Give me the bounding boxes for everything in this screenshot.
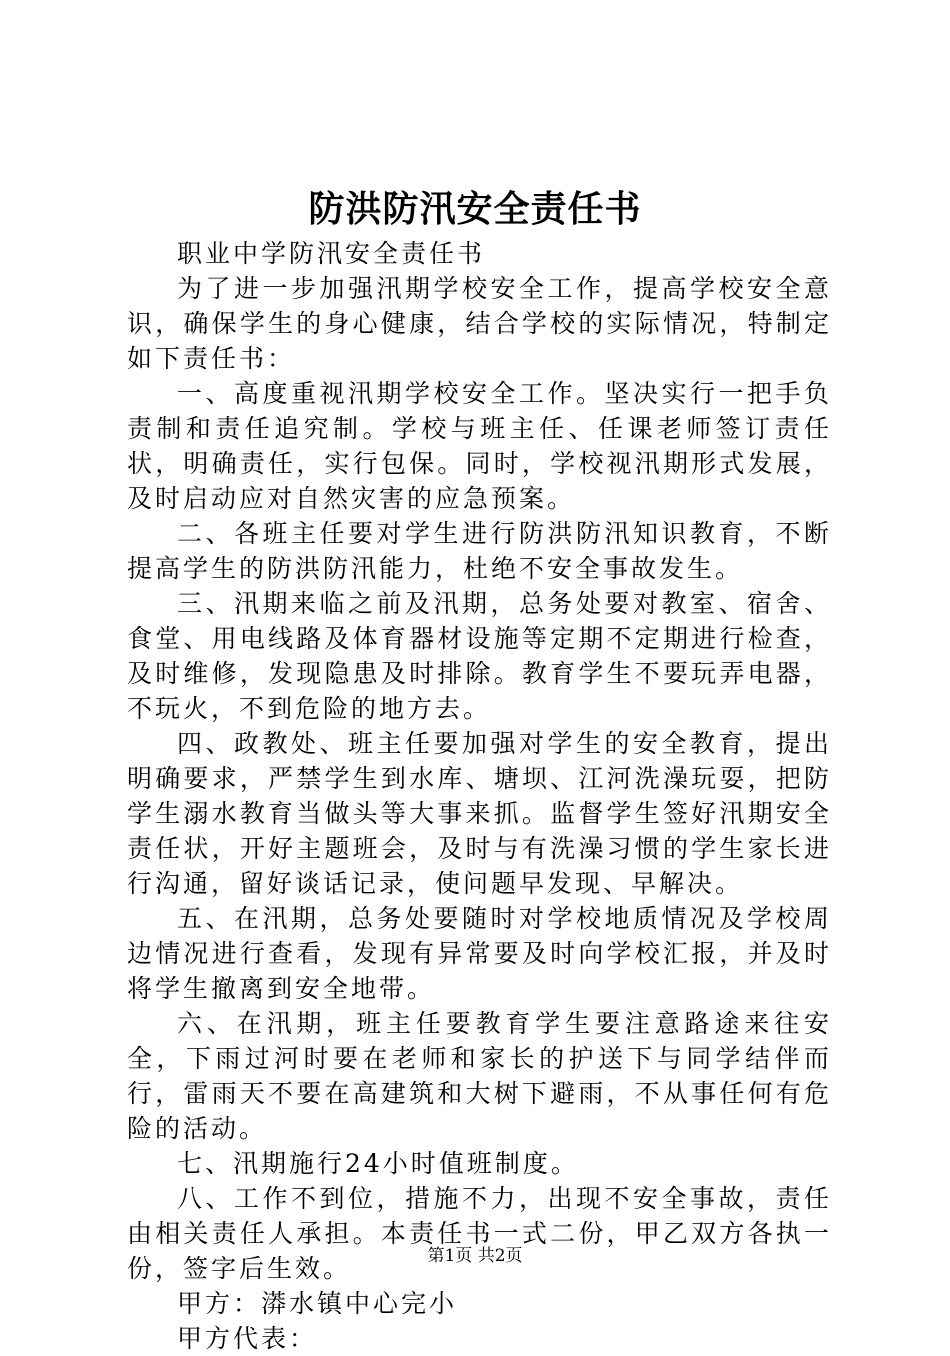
page-number: 第1页 共2页: [427, 1246, 523, 1266]
clause-8-paragraph: 八、工作不到位，措施不力，出现不安全事故，责任由相关责任人承担。本责任书一式二份，甲乙双方各执一份，签字后生效。: [127, 1184, 832, 1283]
party-a-representative-line: 甲方代表：: [177, 1324, 318, 1353]
party-a-line: 甲方：漭水镇中心完小: [177, 1289, 458, 1318]
clause-5-paragraph: 五、在汛期，总务处要随时对学校地质情况及学校周边情况进行查看，发现有异常要及时向学校汇报，并及时将学生撤离到安全地带。: [127, 904, 832, 1003]
clause-4-paragraph: 四、政教处、班主任要加强对学生的安全教育，提出明确要求，严禁学生到水库、塘坝、江河洗澡玩耍，把防学生溺水教育当做头等大事来抓。监督学生签好汛期安全责任状，开好主题班会，及时与有洗澡习惯的学生家长进行沟通，留好谈话记录，使问题早发现、早解决。: [127, 729, 832, 898]
clause-2-paragraph: 二、各班主任要对学生进行防洪防汛知识教育，不断提高学生的防洪防汛能力，杜绝不安全事故发生。: [127, 519, 832, 583]
clause-7-paragraph: 七、汛期施行24小时值班制度。: [177, 1149, 579, 1178]
subtitle-paragraph: 职业中学防汛安全责任书: [177, 239, 486, 268]
document-body: [127, 236, 832, 1356]
clause-1-paragraph: 一、高度重视汛期学校安全工作。坚决实行一把手负责制和责任追究制。学校与班主任、任课老师签订责任状，明确责任，实行包保。同时，学校视汛期形式发展，及时启动应对自然灾害的应急预案。: [127, 379, 832, 513]
document-title: 防洪防汛安全责任书: [308, 188, 642, 230]
clause-3-paragraph: 三、汛期来临之前及汛期，总务处要对教室、宿舍、食堂、用电线路及体育器材设施等定期不定期进行检查，及时维修，发现隐患及时排除。教育学生不要玩弄电器，不玩火，不到危险的地方去。: [127, 589, 832, 723]
clause-6-paragraph: 六、在汛期，班主任要教育学生要注意路途来往安全，下雨过河时要在老师和家长的护送下与同学结伴而行，雷雨天不要在高建筑和大树下避雨，不从事任何有危险的活动。: [127, 1009, 832, 1143]
intro-paragraph: 为了进一步加强汛期学校安全工作，提高学校安全意识，确保学生的身心健康，结合学校的实际情况，特制定如下责任书：: [127, 274, 832, 373]
page-footer: [0, 1244, 950, 1268]
